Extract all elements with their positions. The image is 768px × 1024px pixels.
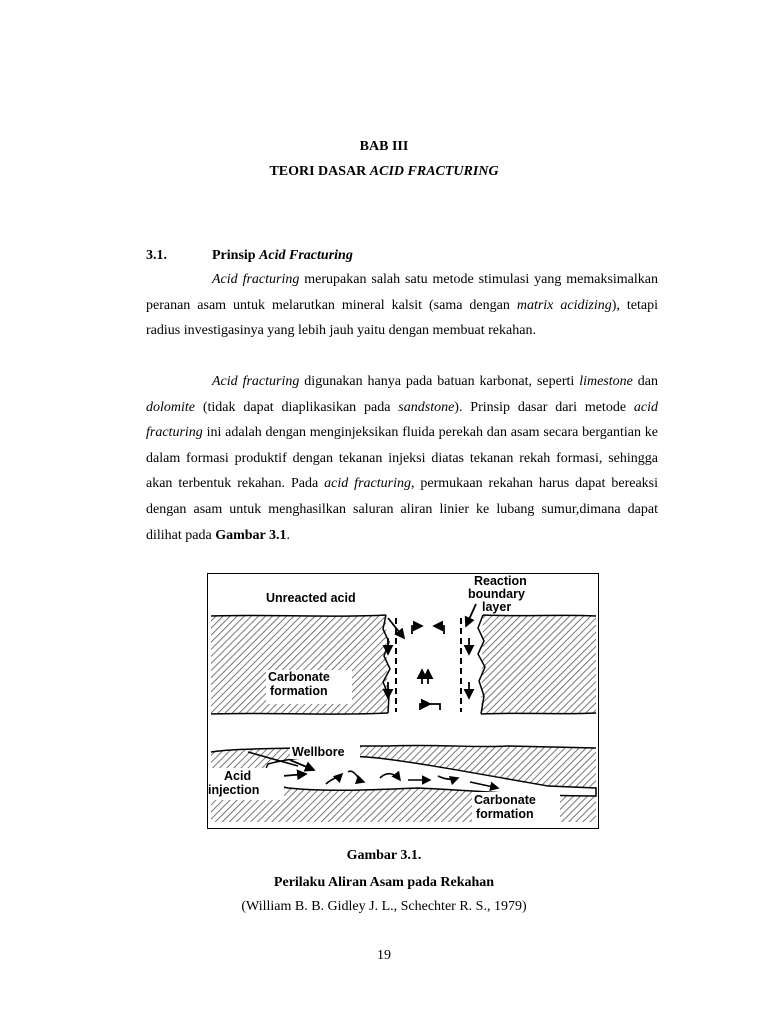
figure-caption-title: Perilaku Aliran Asam pada Rekahan xyxy=(273,875,495,890)
page-number: 19 xyxy=(377,948,391,963)
paragraph-2 xyxy=(146,369,658,548)
label-reaction-line3: layer xyxy=(482,600,512,614)
label-acid-line2: injection xyxy=(208,783,260,797)
section-title-italic: Acid Fracturing xyxy=(259,248,353,263)
text-span: ). Prinsip dasar dari metode xyxy=(454,399,634,415)
text-span: merupakan salah satu metode stimulasi yang memaksimalkan peranan asam untuk melarutkan mineral kalsit (sama dengan xyxy=(146,272,658,313)
text-span: . xyxy=(286,527,291,543)
paragraph-1 xyxy=(146,267,658,344)
text-span: , permukaan rekahan harus dapat bereaksi dengan asam untuk menghasilkan saluran aliran linier ke lubang sumur,dimana dapat dilihat pada xyxy=(146,476,658,543)
text-span: digunakan hanya pada batuan karbonat, seperti xyxy=(299,374,580,389)
figure-diagram xyxy=(208,574,598,828)
term-limestone: limestone xyxy=(579,374,633,389)
text-span: ini adalah dengan menginjeksikan fluida perekah dan asam secara bergantian ke dalam formasi produktif dengan tekanan injeksi diatas tekanan rekah formasi, sehingga akan terbentuk rekahan. Pada xyxy=(146,425,658,492)
label-carbonate2-line1: Carbonate xyxy=(474,793,536,807)
figure-caption-source: (William B. B. Gidley J. L., Schechter R. S., 1979) xyxy=(241,899,527,914)
term-sandstone: sandstone xyxy=(398,399,455,415)
term-acid-fracturing: Acid fracturing xyxy=(212,374,300,389)
label-reaction-line1: Reaction xyxy=(474,574,527,588)
text-span: dan xyxy=(632,374,659,389)
label-carbonate-line1: Carbonate xyxy=(268,670,330,684)
chapter-title xyxy=(0,164,768,180)
section-heading xyxy=(146,248,353,264)
term-dolomite: dolomite xyxy=(146,399,195,415)
label-wellbore: Wellbore xyxy=(292,745,345,759)
term-acid-fracturing: acid fracturing xyxy=(324,476,411,492)
chapter-title-italic: ACID FRACTURING xyxy=(369,164,499,179)
label-carbonate2-line2: formation xyxy=(476,807,534,821)
label-carbonate-line2: formation xyxy=(270,684,328,698)
chapter-title-plain: TEORI DASAR xyxy=(269,164,370,179)
term-matrix-acidizing: matrix acidizing xyxy=(516,297,612,313)
chapter-heading: BAB III xyxy=(359,139,409,154)
section-number: 3.1. xyxy=(146,248,167,263)
figure-acid-flow xyxy=(207,573,599,829)
section-title-plain: Prinsip xyxy=(212,248,260,263)
text-span: (tidak dapat diaplikasikan pada xyxy=(195,399,399,415)
term-acid-fracturing: Acid fracturing xyxy=(212,272,300,287)
figure-caption-number: Gambar 3.1. xyxy=(346,848,422,863)
label-unreacted-acid: Unreacted acid xyxy=(266,591,356,605)
text-span: ), tetapi radius investigasinya yang lebih jauh yaitu dengan membuat rekahan. xyxy=(146,297,658,339)
label-reaction-line2: boundary xyxy=(468,587,525,601)
figure-reference: Gambar 3.1 xyxy=(215,527,287,543)
term-acid-fracturing: acid fracturing xyxy=(146,399,658,441)
label-acid-line1: Acid xyxy=(224,769,252,783)
